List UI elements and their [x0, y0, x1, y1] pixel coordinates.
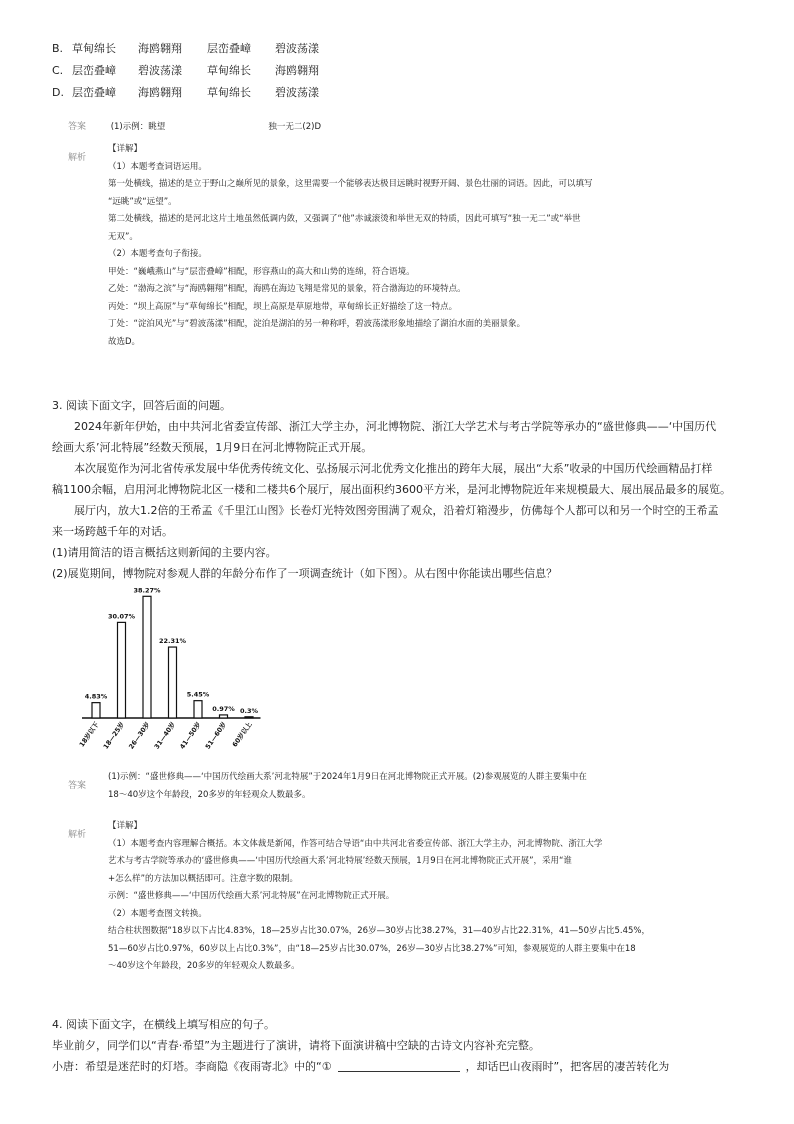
q3-para: 本次展览作为河北省传承发展中华优秀传统文化、弘扬展示河北优秀文化推出的跨年大展，展出“大系”收录的中国历代绘画精品打样 — [74, 462, 713, 475]
q2-analysis-label: 解析 — [68, 153, 87, 163]
x-tick-label: 51—60岁 — [203, 720, 229, 751]
q3-answer-label: 答案 — [68, 781, 87, 791]
bar-value-label: 4.83% — [84, 692, 108, 701]
option-b: B. 草甸绵长 海鸥翱翔 层峦叠嶂 碧波荡漾 — [52, 42, 319, 55]
bar — [143, 596, 151, 718]
bar — [169, 647, 177, 718]
q4-line2: 小唐：希望是迷茫时的灯塔。李商隐《夜雨寄北》中的“① ，却话巴山夜雨时”，把客居的凄苦转化为 — [52, 1060, 670, 1073]
q2-analysis: 【详解】 （1）本题考查词语运用。 第一处横线，描述的是立于野山之巅所见的景象，这里需要一个能够表达极目远眺时视野开阔、景色壮丽的词语。因此，可以填写 “远眺”或“远望”。 第二处横线，描述的是河北这片土地虽然低调内敛，又强调了“他”赤诚滚烫和举世无双的特质，因此可填写“独一无二”或“举世 无双”。 （2）本题考查句子衔接。 甲处：“巍峨燕山”与“层峦叠嶂”相配，形容燕山的高大和山势的连绵，符合语境。 乙处：“渤海之滨”与“海鸥翱翔”相配，海鸥在海边飞翔是常见的景象，符合渤海边的环境特点。 丙处：“坝上高原”与“草甸绵长”相配，坝上高原是草原地带，草甸绵长正好描绘了这一特点。 丁处：“淀泊风光”与“碧波荡漾”相配，淀泊是湖泊的另一种称呼，碧波荡漾形象地描绘了湖泊水面的美丽景象。 故选D。 — [108, 144, 593, 347]
x-tick-label: 31—40岁 — [152, 720, 178, 751]
bar — [194, 701, 202, 718]
bar — [92, 703, 100, 718]
x-tick-label: 60岁以上 — [230, 720, 254, 749]
q3-analysis-label: 解析 — [68, 830, 87, 840]
bar-value-label: 5.45% — [186, 690, 210, 699]
x-tick-label: 26—30岁 — [127, 720, 152, 751]
bar — [245, 717, 253, 718]
q3-para: 稿1100余幅，启用河北博物院北区一楼和二楼共6个展厅，展出面积约3600平方米，是河北博物院近年来规模最大、展出展品最多的展览。 — [52, 483, 731, 496]
x-tick-label: 41—50岁 — [178, 720, 203, 751]
q3-stem: 3. 阅读下面文字，回答后面的问题。 — [52, 399, 231, 412]
bar — [220, 715, 228, 718]
bar-value-label: 30.07% — [107, 612, 136, 621]
q3-para: 来一场跨越千年的对话。 — [52, 525, 173, 538]
q2-options — [52, 40, 319, 102]
bar-value-label: 0.3% — [239, 706, 259, 715]
q3-para: 绘画大系’河北特展”经数天预展，1月9日在河北博物院正式开展。 — [52, 441, 373, 454]
q4-line1: 毕业前夕，同学们以“青春·希望”为主题进行了演讲，请将下面演讲稿中空缺的古诗文内容补充完整。 — [52, 1039, 540, 1052]
q3-block — [52, 395, 752, 584]
q3-para: 展厅内，放大1.2倍的王希孟《千里江山图》长卷灯光特效图旁围满了观众，沿着灯箱漫步，仿佛每个人都可以和另一个时空的王希孟 — [74, 504, 719, 517]
x-tick-label: 18—25岁 — [101, 720, 127, 751]
q3-analysis: 【详解】 （1）本题考查内容理解合概括。本文体裁是新闻，作答可结合导语“由中共河北省委宣传部、浙江大学主办，河北博物院、浙江大学 艺术与考古学院等承办的‘盛世修典——‘中国历代绘画大系’河北特展’经数天预展，1月9日在河北博物院正式开展”，采用“谁 +怎么样”的方法加以概括即可。注意字数的限制。 示例：“盛世修典——‘中国历代绘画大系’河北特展”在河北博物院正式开展。 （2）本题考查图文转换。 结合柱状图数据“18岁以下占比4.83%，18—25岁占比30.07%，26岁—30岁占比38.27%，31—40岁占比22.31%，41—50岁占比5.45%， 51—60岁占比0.97%，60岁以上占比0.3%”，由“18—25岁占比30.07%，26岁—30岁占比38.27%”可知，参观展览的人群主要集中在18 ～40岁这个年龄段，20多岁的年轻观众人数最多。 — [108, 821, 650, 971]
q4-stem: 4. 阅读下面文字，在横线上填写相应的句子。 — [52, 1018, 275, 1031]
bar — [118, 622, 126, 718]
option-d: D. 层峦叠嶂 海鸥翱翔 草甸绵长 碧波荡漾 — [52, 86, 319, 99]
x-tick-label: 18岁以下 — [77, 720, 101, 749]
q3-para: 2024年新年伊始，由中共河北省委宣传部、浙江大学主办，河北博物院、浙江大学艺术与考古学院等承办的“盛世修典——‘中国历代 — [74, 420, 717, 433]
q4-block — [52, 1014, 752, 1077]
bar-value-label: 38.27% — [133, 588, 161, 595]
bar-value-label: 0.97% — [212, 704, 235, 713]
q3-sub2: (2)展览期间，博物院对参观人群的年龄分布作了一项调查统计（如下图）。从右图中你能读出哪些信息？ — [52, 567, 558, 580]
q2-answer: 答案 (1)示例：眺望 独一无二(2)D — [68, 122, 321, 132]
option-c: C. 层峦叠嶂 碧波荡漾 草甸绵长 海鸥翱翔 — [52, 64, 319, 77]
q3-answer: (1)示例：“盛世修典——‘中国历代绘画大系’河北特展”于2024年1月9日在河北博物院正式开展。(2)参观展览的人群主要集中在 18～40岁这个年龄段，20多岁的年轻观众人数最多。 — [108, 772, 587, 800]
age-distribution-chart — [58, 588, 278, 768]
fill-blank-1[interactable] — [338, 1059, 460, 1072]
bar-value-label: 22.31% — [158, 637, 187, 646]
q3-sub1: (1)请用简洁的语言概括这则新闻的主要内容。 — [52, 546, 277, 559]
